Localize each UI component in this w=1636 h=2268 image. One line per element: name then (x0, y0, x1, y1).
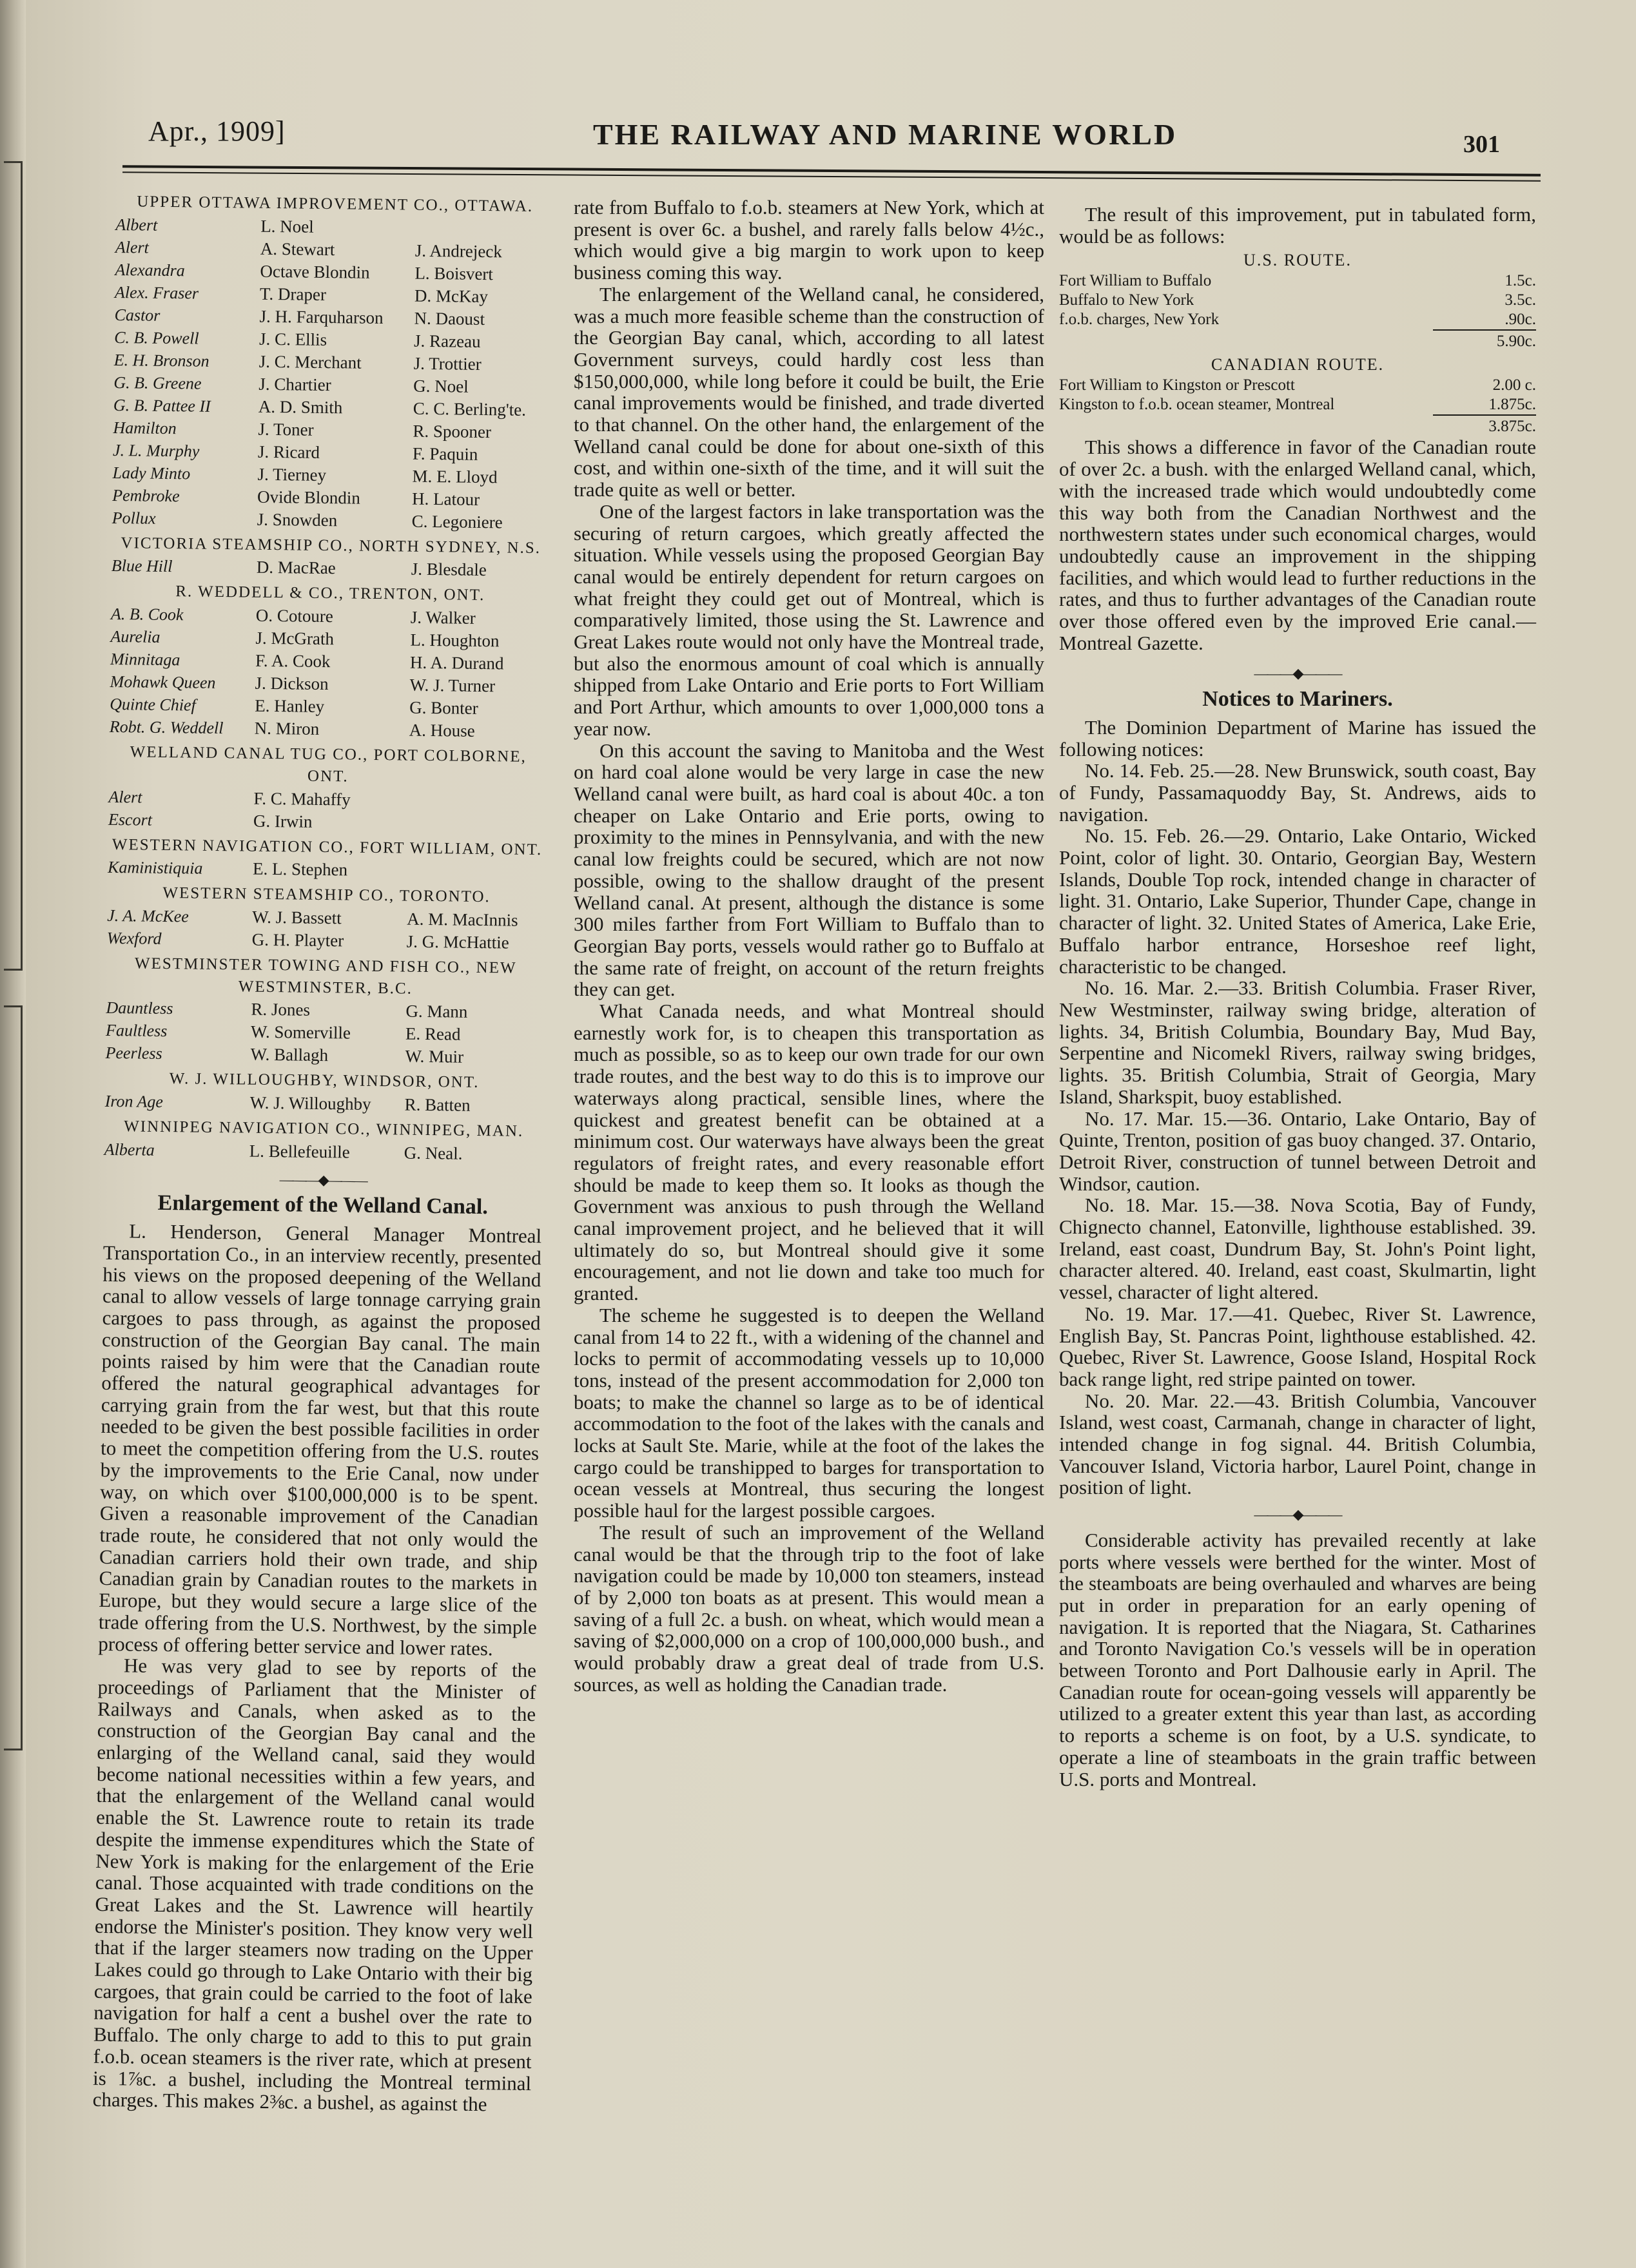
table-row (1059, 291, 1536, 310)
fleet-row (110, 716, 548, 744)
vessel-name: Wexford (106, 928, 162, 948)
vessel-name: Alberta (104, 1139, 155, 1159)
master-name: J. C. Merchant (258, 351, 362, 373)
engineer-name: J. Walker (410, 607, 476, 628)
master-name: J. Snowden (257, 509, 338, 530)
article-paragraph: This shows a difference in favor of the Canadian route of over 2c. a bush. with the enlarged Welland canal, which, with the increased trade which would undoubtedly come this way both from the Canadian Northwest and the northwestern states under such economical charges, would undoubtedly cause an improvement in the shipping facilities, and which would lead to further reductions in the rates, and thus to further advantages of the Canadian route over those offered even by the improved Erie canal.—Montreal Gazette. (1059, 436, 1536, 654)
engineer-name: G. Mann (405, 1001, 468, 1022)
rate-value: .90c. (1505, 311, 1536, 329)
engineer-name: W. J. Turner (409, 675, 496, 696)
master-name: J. McGrath (255, 628, 335, 649)
master-name: J. Tierney (257, 464, 327, 485)
engineer-name: J. Razeau (413, 331, 481, 351)
master-name: Ovide Blondin (257, 487, 361, 508)
engineer-name: D. McKay (414, 286, 489, 306)
master-name: A. Stewart (260, 238, 335, 259)
notice-paragraph: No. 17. Mar. 15.—36. Ontario, Lake Ontario, Bay of Quinte, Trenton, position of gas buoy changed. 37. Ontario, Detroit River, construction of tunnel between Detroit and Windsor, caution. (1059, 1107, 1536, 1195)
master-name: O. Cotoure (255, 605, 334, 626)
engineer-name: L. Houghton (410, 630, 500, 651)
vessel-name: Escort (108, 809, 153, 829)
news-paragraph: Considerable activity has prevailed recently at lake ports where vessels were berthed for the winter. Most of the steamboats are being overhauled and wharves are being put in order in preparation for an early opening of navigation. It is reported that the Niagara, St. Catharines and Toronto Navigation Co.'s vessels will be in operation between Toronto and Port Dalhousie early in April. The Canadian route for ocean-going vessels will apparently be utilized to a greater extent this year than last, as according to reports a scheme is on foot, by a U.S. syndicate, to operate a line of steamboats in the grain traffic between U.S. ports and Montreal. (1059, 1528, 1536, 1790)
master-name: F. C. Mahaffy (253, 788, 351, 809)
vessel-name: Blue Hill (111, 556, 173, 576)
column-3 (1059, 204, 1536, 1790)
engineer-name: C. C. Berling'te. (413, 398, 527, 420)
book-spine (0, 0, 26, 2268)
rate-label: Fort William to Buffalo (1059, 272, 1212, 290)
column-2 (574, 197, 1044, 1696)
vessel-name: Minnitaga (110, 650, 180, 670)
section-ornament: ———◆——— (1254, 1506, 1341, 1523)
magazine-page (26, 0, 1636, 2268)
vessel-name: C. B. Powell (113, 327, 199, 348)
master-name: N. Miron (254, 718, 320, 739)
engineer-name: A. M. MacInnis (407, 909, 518, 930)
vessel-name: Alexandra (115, 260, 185, 280)
section-ornament: ———◆——— (1254, 665, 1341, 682)
company-heading: VICTORIA STEAMSHIP CO., NORTH SYDNEY, N.S. (121, 534, 541, 557)
master-name: F. A. Cook (255, 650, 331, 672)
rate-value: 3.5c. (1505, 291, 1536, 309)
master-name: L. Bellefeuille (249, 1141, 350, 1162)
page-number: 301 (1463, 131, 1500, 158)
rate-label: f.o.b. charges, New York (1059, 311, 1220, 329)
engineer-name: J. Andrejeck (414, 240, 502, 262)
vessel-name: G. B. Greene (113, 373, 202, 393)
article-heading: Enlargement of the Welland Canal. (157, 1191, 489, 1219)
engineer-name: N. Daoust (414, 308, 485, 329)
vessel-name: J. L. Murphy (112, 440, 200, 461)
fleet-row (112, 555, 550, 583)
engineer-name: J. Trottier (413, 353, 482, 374)
article-paragraph: The result of such an improvement of the Welland canal would be that the through trip to the foot of lake navigation could be made by 10,000 ton steamers, instead of by 2,000 ton boats as at present. This would mean a saving of a full 2c. a bush. on wheat, which would mean a saving of $2,000,000 on a crop of 100,000,000 bush., and would probably draw a great deal of trade from U.S. sources, as well as holding the Canadian trade. (574, 1520, 1044, 1696)
vessel-name: A. B. Cook (110, 605, 184, 625)
table-row (1059, 271, 1536, 291)
article-paragraph: L. Henderson, General Manager Montreal Transportation Co., in an interview recently, presented his views on the proposed deepening of the Welland canal to allow vessels of large tonnage carrying grain cargoes to pass through, as against the proposed construction of the Georgian Bay canal. The main points raised by him were that the Canadian route offered the natural geographical advantages for carrying grain from the far west, but that this route needed to be given the best possible facilities in order to meet the competition offering from the U.S. routes by the improvements to the Erie Canal, now under way, on which over $100,000,000 is to be spent. Given a reasonable improvement of the Canadian trade route, he considered that not only would the Canadian carriers hold their own trade, and ship Canadian grain by Canadian routes to the markets in Europe, but they would secure a large slice of the trade offering from the U.S. Northwest, by the simple process of offering better service and lower rates. (98, 1219, 542, 1660)
vessel-name: Albert (115, 215, 158, 235)
master-name: A. D. Smith (258, 396, 343, 418)
table-row (1059, 310, 1536, 329)
vessel-name: Quinte Chief (110, 695, 196, 715)
fleet-list (104, 191, 554, 1167)
engineer-name: M. E. Lloyd (412, 466, 498, 487)
master-name: W. Somerville (250, 1022, 351, 1043)
rate-label: Fort William to Kingston or Prescott (1059, 376, 1295, 394)
fleet-row (105, 1042, 543, 1070)
vessel-name: Hamilton (113, 418, 177, 438)
fleet-row (104, 1090, 543, 1118)
engineer-name: G. Neal. (404, 1143, 463, 1163)
spine-border (4, 161, 23, 971)
vessel-name: Peerless (105, 1043, 162, 1063)
engineer-name: C. Legoniere (411, 511, 503, 532)
fleet-row (112, 507, 550, 535)
engineer-name: F. Paquin (412, 443, 478, 464)
vessel-name: Pembroke (112, 485, 180, 505)
article-paragraph: The enlargement of the Welland canal, he considered, was a much more feasible scheme than the construction of the Georgian Bay canal, which, according to all latest Government surveys, could hardly cost less than $150,000,000, while long before it could be built, the Erie canal improvements would be finished, and trade diverted to that channel. On the other hand, the enlargement of the Welland canal could be done for about one-sixth of this cost, and within one-sixth of the time, and it will suit the trade quite as well or better. (574, 282, 1044, 501)
vessel-name: Aurelia (110, 627, 161, 646)
vessel-name: Alex. Fraser (114, 282, 199, 303)
master-name: T. Draper (259, 284, 327, 304)
article-paragraph: One of the largest factors in lake transportation was the securing of return cargoes, which greatly affected the situation. While vessels using the proposed Georgian Bay canal would be entirely dependent for return cargoes on what freight they could get out of Montreal, which is comparatively limited, those using the St. Lawrence and Great Lakes route would not only have the Montreal trade, but also the enormous amount of coal which is annually shipped from Lake Ontario and Erie ports to Fort William and Port Arthur, which amounts to over 1,000,000 tons a year now. (574, 499, 1044, 740)
master-name: W. J. Bassett (252, 907, 342, 928)
engineer-name: W. Muir (405, 1046, 464, 1067)
publication-title: THE RAILWAY AND MARINE WORLD (593, 118, 1178, 151)
master-name: W. J. Willoughby (249, 1092, 371, 1114)
vessel-name: Iron Age (104, 1091, 164, 1112)
master-name: R. Jones (251, 999, 311, 1020)
engineer-name: J. G. McHattie (406, 931, 509, 953)
engineer-name: G. Noel (413, 376, 469, 396)
vessel-name: Alert (108, 787, 142, 807)
master-name: E. Hanley (255, 695, 325, 717)
header-rule (122, 165, 1541, 176)
company-heading: W. J. WILLOUGHBY, WINDSOR, ONT. (169, 1070, 480, 1092)
engineer-name: R. Batten (404, 1094, 471, 1115)
vessel-name: Mohawk Queen (110, 672, 216, 693)
article-paragraph: The result of this improvement, put in tabulated form, would be as follows: (1059, 203, 1536, 247)
notice-paragraph: No. 19. Mar. 17.—41. Quebec, River St. Lawrence, English Bay, St. Pancras Point, lighthouse established. 42. Quebec, River St. Lawrence, Goose Island, Hospital Rock back range light, red stripe painted on tower. (1059, 1302, 1536, 1390)
vessel-name: J. A. McKee (107, 906, 189, 926)
fleet-row (104, 1139, 543, 1167)
master-name: L. Noel (260, 216, 314, 237)
vessel-name: Castor (114, 305, 161, 325)
rate-label: Kingston to f.o.b. ocean steamer, Montreal (1059, 396, 1335, 414)
section-ornament: ———◆——— (279, 1170, 367, 1188)
rate-label: Buffalo to New York (1059, 291, 1194, 309)
engineer-name: G. Bonter (409, 697, 478, 719)
master-name: D. MacRae (256, 557, 336, 578)
rate-value: 1.875c. (1488, 396, 1536, 414)
engineer-name: R. Spooner (413, 421, 492, 441)
master-name: J. H. Farquharson (259, 306, 384, 327)
master-name: J. C. Ellis (258, 329, 327, 349)
vessel-name: Kaministiquia (107, 858, 203, 878)
company-heading: WESTERN STEAMSHIP CO., TORONTO. (162, 884, 491, 906)
rate-table (1059, 251, 1536, 436)
column-1 (93, 188, 554, 2116)
engineer-name: E. Read (405, 1023, 461, 1044)
notice-paragraph: No. 14. Feb. 25.—28. New Brunswick, south coast, Bay of Fundy, Passamaquoddy Bay, St. Andrews, aids to navigation. (1059, 759, 1536, 826)
vessel-name: Lady Minto (112, 463, 191, 483)
vessel-name: Robt. G. Weddell (109, 717, 224, 738)
table-total: 3.875c. (1433, 414, 1536, 436)
table-heading: U.S. ROUTE. (1243, 251, 1352, 270)
master-name: J. Dickson (255, 673, 329, 694)
notice-paragraph: The Dominion Department of Marine has issued the following notices: (1059, 715, 1536, 761)
table-total: 5.90c. (1433, 329, 1536, 351)
article-paragraph: The scheme he suggested is to deepen the Welland canal from 14 to 22 ft., with a widening of the channel and locks to permit of accommodating vessels up to 10,000 tons, instead of the present accommodation for 2,000 ton boats; to make the channel so large as to be of identical accommodation to the foot of the lakes with the canals and locks at Sault Ste. Marie, while at the foot of the lakes the cargo could be transhipped to barges for transportation to ocean vessels at Montreal, thus securing the longest possible haul for the largest possible cargoes. (574, 1303, 1044, 1522)
vessel-name: Pollux (112, 508, 156, 528)
engineer-name: H. Latour (411, 489, 480, 509)
company-heading: WINNIPEG NAVIGATION CO., WINNIPEG, MAN. (124, 1118, 524, 1140)
company-heading: R. WEDDELL & CO., TRENTON, ONT. (175, 583, 485, 605)
fleet-row (108, 857, 546, 884)
notice-paragraph: No. 18. Mar. 15.—38. Nova Scotia, Bay of Fundy, Chignecto channel, Eatonville, lighthouse established. 39. Ireland, east coast, Dundrum Bay, St. John's Point light, character altered. 40. Ireland, east coast, Skulmartin, light vessel, character of light altered. (1059, 1194, 1536, 1304)
notice-paragraph: No. 20. Mar. 22.—43. British Columbia, Vancouver Island, west coast, Carmanah, change in character of light, intended change in fog signal. 44. British Columbia, Vancouver Island, Victoria harbor, Laurel Point, change in position of light. (1059, 1389, 1536, 1499)
fleet-row (107, 927, 545, 955)
table-row (1059, 395, 1536, 414)
engineer-name: A. House (409, 720, 475, 741)
notice-paragraph: No. 16. Mar. 2.—33. British Columbia. Fraser River, New Westminster, railway swing bridge, alteration of lights. 34, British Columbia, Boundary Bay, Mud Bay, Serpentine and Nicomekl Rivers, railway swing bridges, lights. 35. British Columbia, Strait of Georgia, Mary Island, Sharkspit, buoy established. (1059, 976, 1536, 1108)
table-heading: CANADIAN ROUTE. (1211, 355, 1385, 374)
company-heading: UPPER OTTAWA IMPROVEMENT CO., OTTAWA. (137, 193, 534, 215)
company-heading: WELLAND CANAL TUG CO., PORT COLBORNE, ONT. (130, 743, 527, 786)
company-heading: WESTMINSTER TOWING AND FISH CO., NEW WESTMINSTER, B.C. (134, 955, 517, 998)
article-paragraph: On this account the saving to Manitoba and the West on hard coal alone would be very large in case the new Welland canal were built, as hard coal is about 40c. a ton cheaper on Lake Ontario and Erie ports, owing to proximity to the mines in Pennsylvania, and with the new canal low freights could be secured, which are not now possible, owing to the shallow draught of the present Welland canal. At present, although the distance is some 300 miles farther from Fort William to Buffalo than to Georgian Bay ports, vessels would rather go to Buffalo at the same rate of freight, on account of the return freights they can get. (574, 739, 1044, 1001)
vessel-name: Dauntless (106, 998, 173, 1018)
issue-date: Apr., 1909] (148, 115, 286, 147)
vessel-name: E. H. Bronson (113, 350, 209, 371)
vessel-name: Faultless (105, 1021, 168, 1041)
engineer-name: H. A. Durand (409, 652, 504, 674)
article-paragraph: What Canada needs, and what Montreal should earnestly work for, is to cheapen this transportation as much as possible, so as to keep our own trade for our own trade routes, and the best way to do this is to improve our waterways along practical, sensible lines, where the quickest and greatest benefit can be obtained at a minimum cost. Our waterways have always been the great regulators of freight rates, and every reasonable effort should be made to keep them so. It looks as though the Government was anxious to push through the Welland canal improvement project, and he believed that it will ultimately do so, but Montreal should give it some encouragement, and not lie down and take too much for granted. (574, 1000, 1044, 1305)
article-paragraph: rate from Buffalo to f.o.b. steamers at New York, which at present is over 6c. a bushel, and rarely falls below 4½c., which would give a big margin to work upon to keep business coming this way. (574, 196, 1044, 284)
master-name: G. Irwin (253, 811, 313, 831)
notice-paragraph: No. 15. Feb. 26.—29. Ontario, Lake Ontario, Wicked Point, color of light. 30. Ontario, Georgian Bay, Western Islands, Double Top rock, intended change in character of light. 31. Ontario, Lake Superior, Thunder Cape, change in character of light. 32. United States of America, Lake Erie, Buffalo harbor entrance, Horseshoe reef light, characteristic to be changed. (1059, 824, 1536, 978)
rate-value: 1.5c. (1505, 272, 1536, 290)
rate-value: 2.00 c. (1492, 376, 1536, 394)
vessel-name: Alert (115, 237, 150, 257)
company-heading: WESTERN NAVIGATION CO., FORT WILLIAM, ONT. (112, 835, 543, 858)
fleet-row (108, 808, 547, 836)
master-name: J. Chartier (258, 374, 331, 394)
master-name: Octave Blondin (260, 261, 370, 282)
notices-heading: Notices to Mariners. (1202, 687, 1393, 712)
engineer-name: J. Blesdale (411, 559, 487, 580)
engineer-name: L. Boisvert (414, 263, 494, 284)
spine-border (4, 1005, 23, 1750)
table-row (1059, 376, 1536, 395)
article-paragraph: He was very glad to see by reports of the proceedings of Parliament that the Minister of Railways and Canals, when asked as to the construction of the Georgian Bay canal and the enlarging of the Welland canal, said they would become national necessities within a few years, and that the enlargement of the Welland canal would enable the St. Lawrence route to retain its trade despite the immense expenditures which the State of New York is making for the enlargement of the Erie canal. Those acquainted with trade conditions on the Great Lakes and the St. Lawrence will heartily endorse the Minister's position. They know very well that if the larger steamers now trading on the Upper Lakes could go through to Lake Ontario with their big cargoes, that grain could be carried to the foot of lake navigation for half a cent a bushel over the rate to Buffalo. The only charge to add to this to put grain f.o.b. ocean steamers is the river rate, which at present is 1⅞c. a bushel, including the Montreal terminal charges. This makes 2⅜c. a bushel, as against the (92, 1654, 537, 2116)
running-header (122, 110, 1541, 161)
master-name: E. L. Stephen (252, 858, 348, 880)
master-name: W. Ballagh (250, 1044, 329, 1065)
vessel-name: G. B. Pattee II (113, 395, 211, 416)
master-name: J. Ricard (257, 441, 320, 462)
master-name: G. H. Playter (251, 929, 344, 951)
master-name: J. Toner (258, 419, 314, 440)
